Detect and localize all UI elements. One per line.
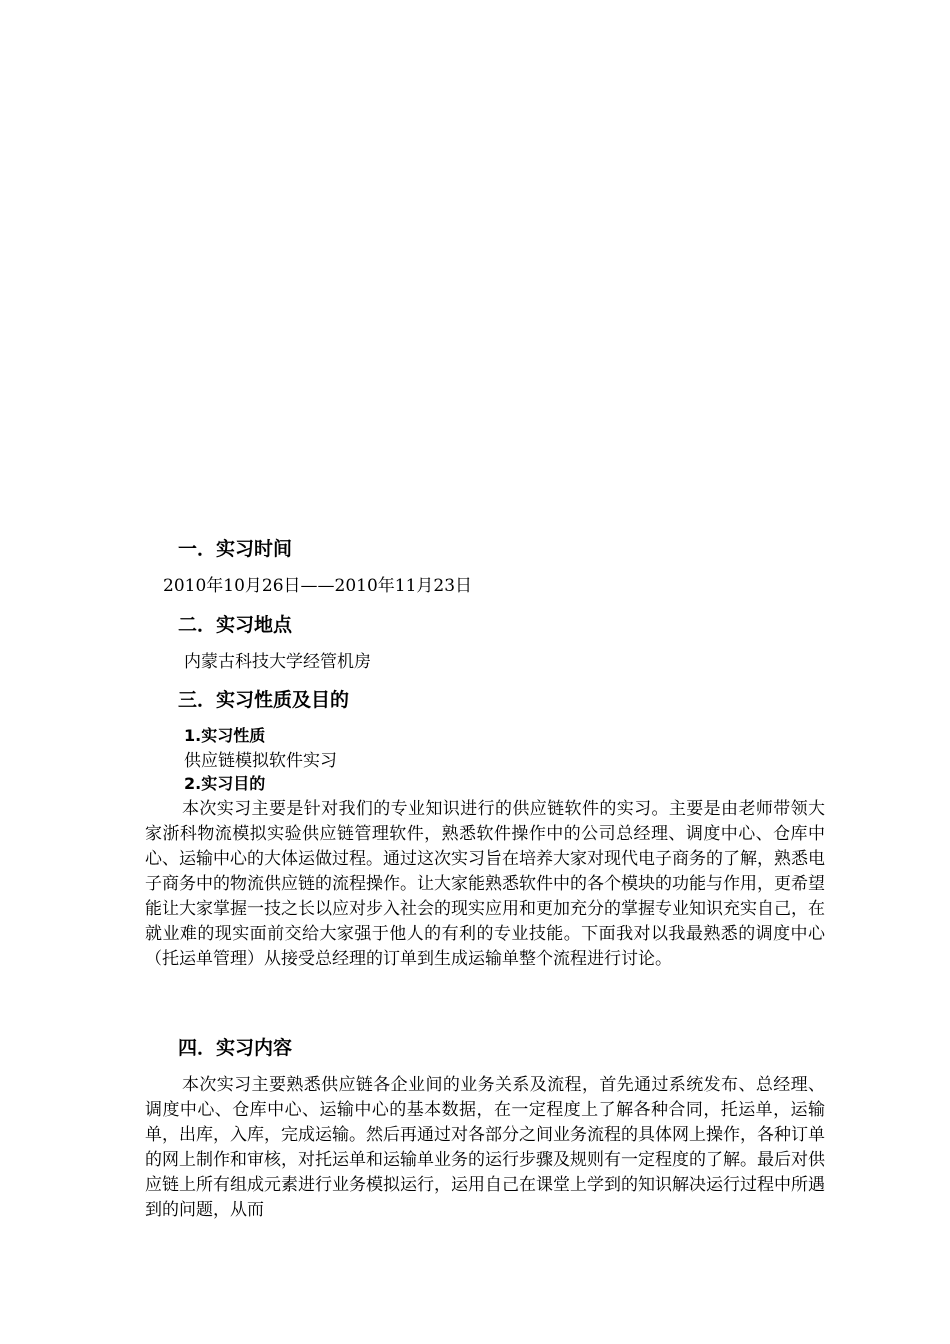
internship-nature-text: 供应链模拟软件实习 [184,751,337,771]
internship-purpose-paragraph: 本次实习主要是针对我们的专业知识进行的供应链软件的实习。主要是由老师带领大家浙科物流模拟实验供应链管理软件，熟悉软件操作中的公司总经理、调度中心、仓库中心、运输中心的大体运做过程。通过这次实习旨在培养大家对现代电子商务的了解，熟悉电子商务中的物流供应链的流程操作。让大家能熟悉软件中的各个模块的功能与作用，更希望能让大家掌握一技之长以应对步入社会的现实应用和更加充分的掌握专业知识充实自己，在就业难的现实面前交给大家强于他人的有利的专业技能。下面我对以我最熟悉的调度中心（托运单管理）从接受总经理的订单到生成运输单整个流程进行讨论。 [145,799,825,969]
section-heading-content: 四．实习内容 [178,1037,293,1059]
internship-place-text: 内蒙古科技大学经管机房 [184,652,371,672]
subheading-nature: 1.实习性质 [184,726,266,745]
section-heading-nature-purpose: 三．实习性质及目的 [178,689,350,711]
internship-content-paragraph: 本次实习主要熟悉供应链各企业间的业务关系及流程，首先通过系统发布、总经理、调度中心、仓库中心、运输中心的基本数据，在一定程度上了解各种合同，托运单，运输单，出库，入库，完成运输。然后再通过对各部分之间业务流程的具体网上操作，各种订单的网上制作和审核，对托运单和运输单业务的运行步骤及规则有一定程度的了解。最后对供应链上所有组成元素进行业务模拟运行，运用自己在课堂上学到的知识解决运行过程中所遇到的问题，从而 [145,1075,825,1220]
section-heading-place: 二．实习地点 [178,614,293,636]
subheading-purpose: 2.实习目的 [184,774,266,793]
section-heading-time: 一．实习时间 [178,538,293,560]
internship-time-text: 2010年10月26日——2010年11月23日 [163,576,473,596]
